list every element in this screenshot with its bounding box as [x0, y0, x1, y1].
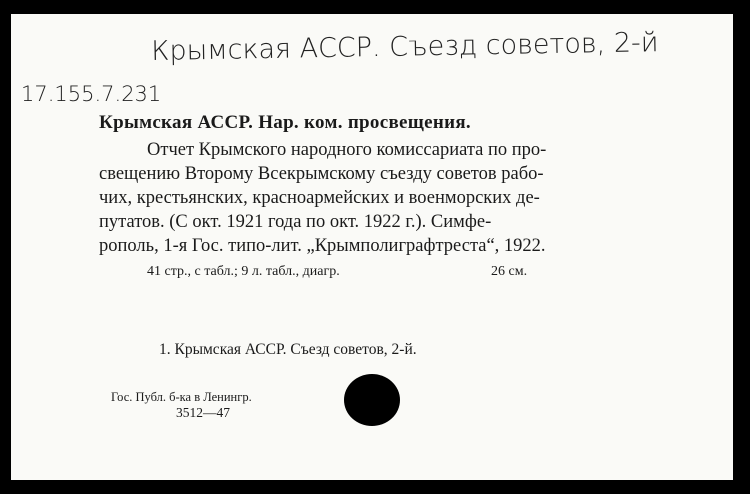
card-punch-hole [344, 374, 400, 426]
main-entry-heading: Крымская АССР. Нар. ком. просвещения. [99, 112, 471, 133]
description-line-4: путатов. (С окт. 1921 года по окт. 1922 г.). Симфе- [99, 212, 492, 232]
size: 26 см. [491, 264, 528, 279]
tracing: 1. Крымская АССР. Съезд советов, 2-й. [159, 341, 417, 358]
stamp-number: 3512—47 [176, 405, 230, 420]
collation: 41 стр., с табл.; 9 л. табл., диагр. [147, 264, 340, 279]
library-stamp: Гос. Публ. б-ка в Ленингр. [111, 390, 252, 404]
description-line-2: свещению Второму Всекрымскому съезду советов рабо- [99, 164, 544, 184]
handwritten-subject-heading: Крымская АССР. Съезд советов, 2-й [151, 27, 659, 67]
catalog-card [11, 14, 733, 480]
description-line-3: чих, крестьянских, красноармейских и военморских де- [99, 188, 540, 208]
description-line-5: рополь, 1-я Гос. типо-лит. „Крымполиграфтреста“, 1922. [99, 236, 546, 256]
call-number: 17.155.7.231 [21, 82, 162, 106]
description-line-1: Отчет Крымского народного комиссариата по про- [147, 140, 547, 160]
